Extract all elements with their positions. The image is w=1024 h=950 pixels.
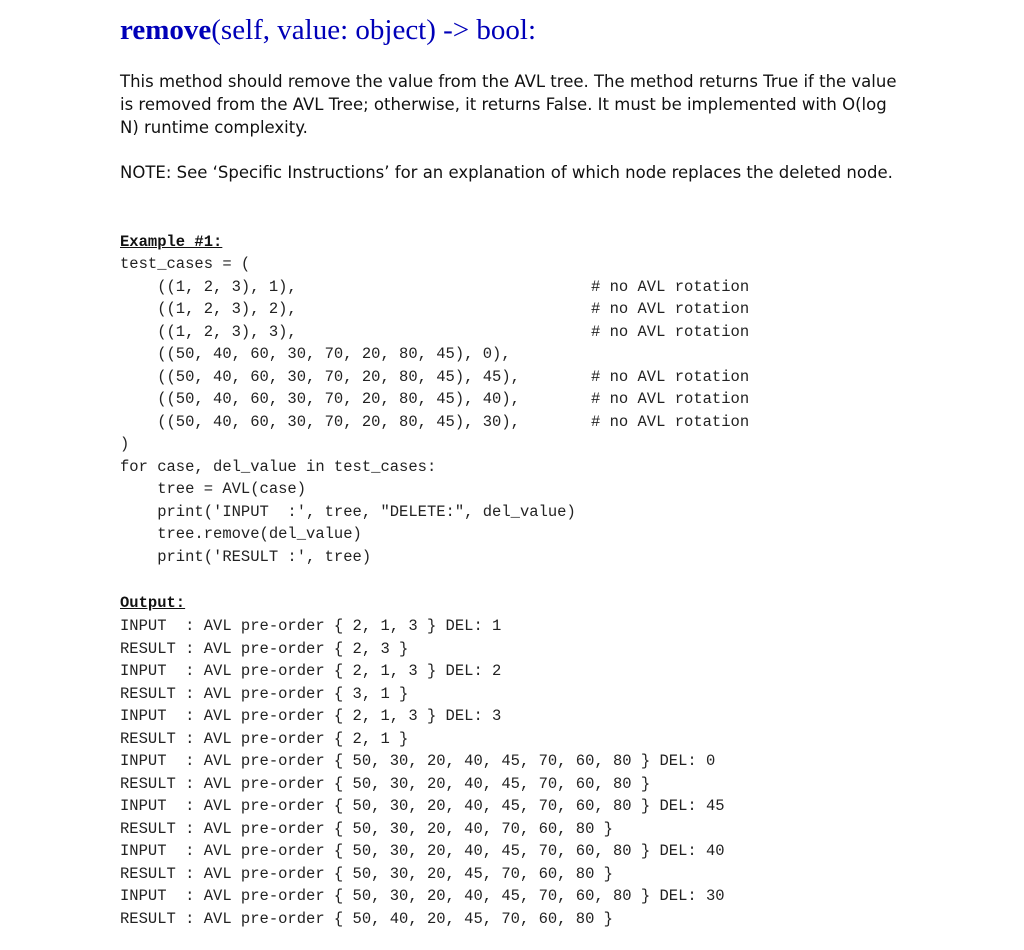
method-name: remove [120,14,212,46]
output-label: Output: [120,594,186,612]
code-text: tree = AVL(case) [120,480,307,498]
code-text: ((50, 40, 60, 30, 70, 20, 80, 45), 0), [120,345,511,363]
output-line: RESULT : AVL pre-order { 50, 30, 20, 45, 70, 60, 80 } [120,864,613,883]
code-line [120,523,362,545]
code-line [120,366,520,388]
code-line [120,388,520,410]
output-line: RESULT : AVL pre-order { 50, 30, 20, 40, 70, 60, 80 } [120,819,613,838]
code-comment: # no AVL rotation [591,322,750,341]
output-line: RESULT : AVL pre-order { 50, 40, 20, 45, 70, 60, 80 } [120,909,613,928]
code-text: ((1, 2, 3), 3), [120,322,297,341]
code-line [120,298,297,320]
code-line [120,321,297,343]
code-comment: # no AVL rotation [591,412,750,431]
output-line: INPUT : AVL pre-order { 50, 30, 20, 40, 45, 70, 60, 80 } DEL: 45 [120,797,725,815]
code-text: for case, del_value in test_cases: [120,457,437,476]
output-line: INPUT : AVL pre-order { 2, 1, 3 } DEL: 3 [120,707,502,725]
code-text: test_cases = ( [120,255,251,273]
output-line: INPUT : AVL pre-order { 50, 30, 20, 40, 45, 70, 60, 80 } DEL: 40 [120,842,725,860]
code-line [120,456,436,478]
code-text: ((1, 2, 3), 1), [120,277,297,296]
code-comment: # no AVL rotation [591,367,750,386]
code-line [120,433,129,455]
code-comment: # no AVL rotation [591,277,750,296]
output-line: RESULT : AVL pre-order { 2, 1 } [120,729,409,748]
method-description: This method should remove the value from the AVL tree. The method returns True if the value is removed from the AVL Tree; otherwise, it returns False. It must be implemented with O(log N) runtime complexity. [120,72,897,137]
code-line [120,546,371,568]
output-line: RESULT : AVL pre-order { 2, 3 } [120,639,409,658]
output-line: INPUT : AVL pre-order { 2, 1, 3 } DEL: 2 [120,662,502,680]
code-text: ) [120,435,130,453]
code-text: ((50, 40, 60, 30, 70, 20, 80, 45), 30), [120,412,520,431]
code-text: print('INPUT :', tree, "DELETE:", del_value) [120,502,576,521]
output-line: INPUT : AVL pre-order { 50, 30, 20, 40, 45, 70, 60, 80 } DEL: 0 [120,752,716,770]
code-text: ((50, 40, 60, 30, 70, 20, 80, 45), 45), [120,367,520,386]
output-line: INPUT : AVL pre-order { 50, 30, 20, 40, 45, 70, 60, 80 } DEL: 30 [120,887,725,905]
code-text: ((1, 2, 3), 2), [120,300,297,318]
code-line [120,501,576,523]
code-line [120,411,520,433]
code-comment: # no AVL rotation [591,390,750,408]
code-text: ((50, 40, 60, 30, 70, 20, 80, 45), 40), [120,390,520,408]
method-heading [120,12,536,48]
code-text: tree.remove(del_value) [120,525,362,543]
code-text: print('RESULT :', tree) [120,547,372,566]
method-signature: (self, value: object) -> bool: [211,14,537,46]
code-line [120,253,250,275]
output-line: RESULT : AVL pre-order { 50, 30, 20, 40, 45, 70, 60, 80 } [120,774,651,793]
code-line [120,343,511,365]
code-comment: # no AVL rotation [591,300,750,318]
code-line [120,276,297,298]
example-label: Example #1: [120,233,223,251]
code-line [120,478,306,500]
note-paragraph: NOTE: See ‘Specific Instructions’ for an explanation of which node replaces the deleted node. [120,163,893,182]
output-line: RESULT : AVL pre-order { 3, 1 } [120,684,409,703]
output-line: INPUT : AVL pre-order { 2, 1, 3 } DEL: 1 [120,617,502,635]
